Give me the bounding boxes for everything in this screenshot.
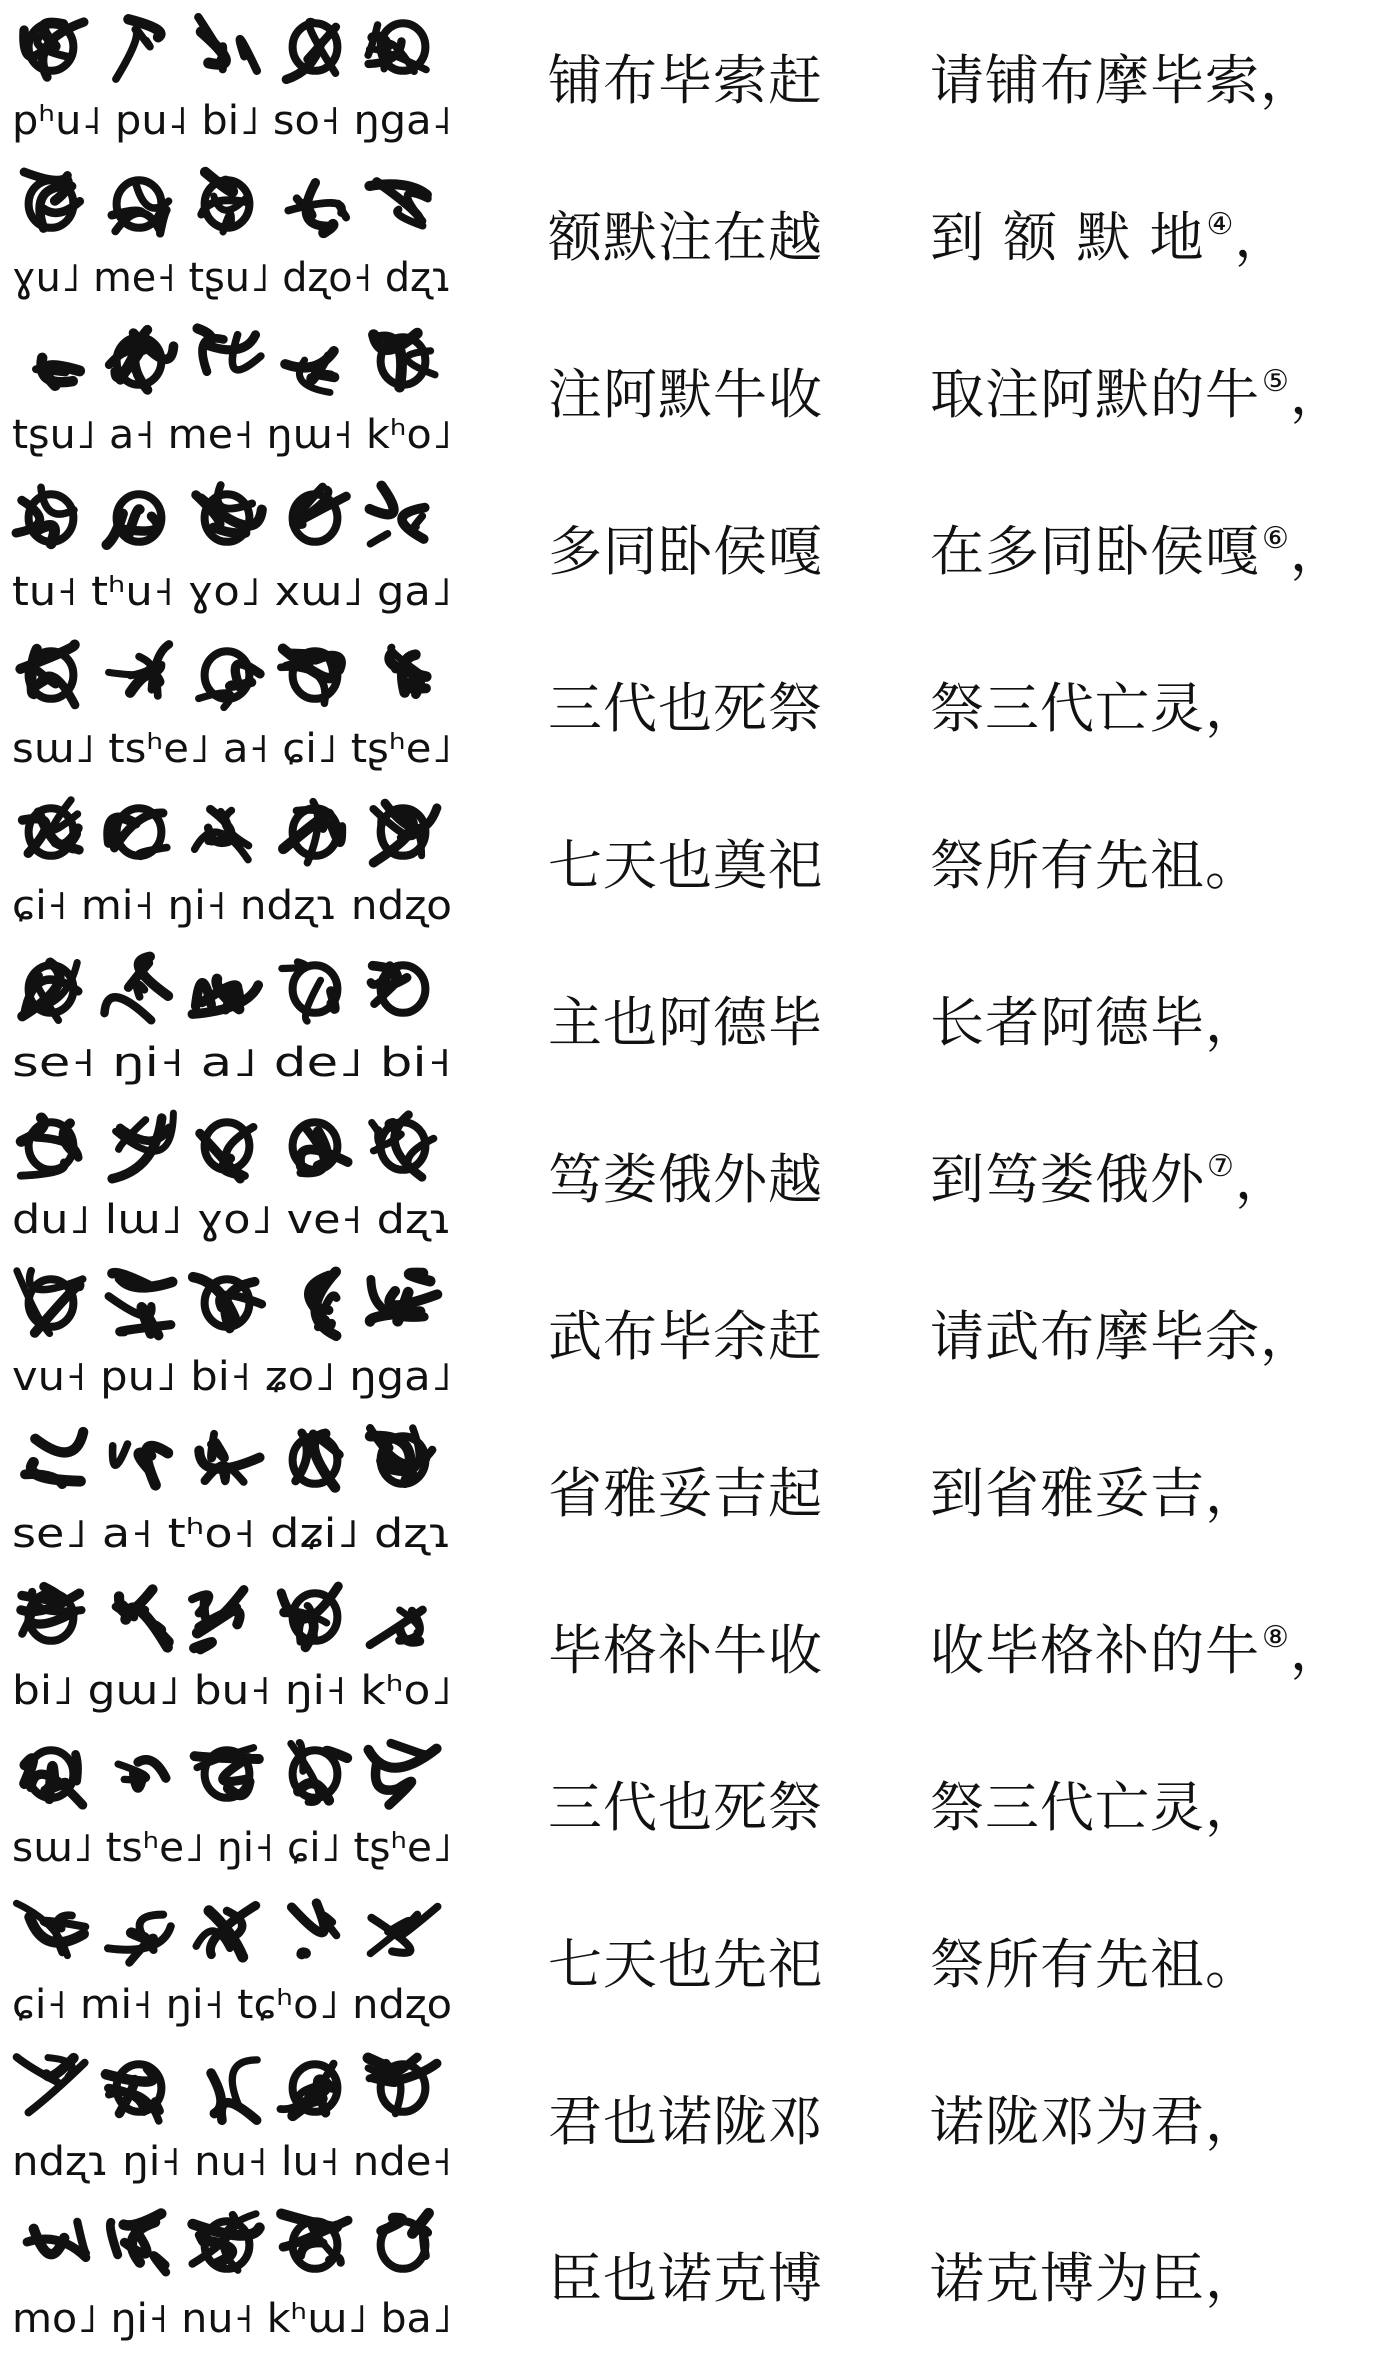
yi-script-image [8,1890,460,2038]
romanization-line: sɯ˩ tsʰe˩ a˧ ɕi˩ tʂʰe˩ [12,726,452,772]
text-row [0,1258,1384,1415]
yi-script-image [8,948,460,1096]
translation-main: 祭三代亡灵， [930,677,1260,740]
translation-text [930,1258,1315,1415]
translation-main: 诺陇邓为君， [930,2090,1260,2153]
yi-script-drawing [8,163,460,311]
translation-text [930,1572,1345,1729]
translation-main: 诺克博为臣， [930,2247,1260,2310]
romanization-line: ɕi˧ mi˧ ŋi˧ tɕʰo˩ ndʐo [12,1982,452,2028]
yi-script-drawing [8,1576,460,1724]
romanization-line: se˧ ŋi˧ a˩ de˩ bi˧ [12,1040,453,1086]
translation-text [930,2,1315,159]
yi-script-image [8,6,460,154]
translation-text [930,316,1345,473]
romanization-line: ndʐɿ ŋi˧ nu˧ lu˧ nde˧ [12,2139,452,2185]
yi-script-drawing [8,1262,460,1410]
translation-main: 祭三代亡灵， [930,1776,1260,1839]
text-row [0,159,1384,316]
yi-script-image [8,163,460,311]
text-row [0,2200,1384,2357]
text-row [0,316,1384,473]
text-row [0,630,1384,787]
translation-punctuation: ， [1234,1148,1290,1211]
yi-script-image [8,320,460,468]
translation-text [930,944,1260,1101]
yi-script-image [8,1733,460,1881]
yi-script-drawing [8,634,460,782]
yi-script-image [8,791,460,939]
transliteration-text: 三代也死祭 [548,1776,823,1839]
yi-script-drawing [8,320,460,468]
yi-script-image [8,2047,460,2195]
transliteration-text: 武布毕余赶 [548,1305,823,1368]
translation-main: 祭所有先祖。 [930,1933,1260,1996]
footnote-marker: ④ [1206,207,1235,242]
translation-main: 到 额 默 地 [930,206,1205,269]
transliteration-text: 额默注在越 [548,206,823,269]
romanization-line: ɣu˩ me˧ tʂu˩ dʐo˧ dʐɿ [12,255,452,301]
footnote-marker: ⑦ [1207,1149,1235,1184]
translation-text [930,1415,1260,1572]
transliteration-text: 毕格补牛收 [548,1619,823,1682]
romanization-line: tʂu˩ a˧ me˧ ŋɯ˧ kʰo˩ [12,412,452,458]
romanization-line: pʰu˨ pu˨ bi˩ so˧ ŋga˨ [12,98,452,144]
romanization-line: sɯ˩ tsʰe˩ ŋi˧ ɕi˩ tʂʰe˩ [12,1825,453,1871]
romanization-line: ɕi˧ mi˧ ŋi˧ ndʐɿ ndʐo [12,883,452,929]
yi-script-drawing [8,477,460,625]
yi-script-image [8,1105,460,1253]
translation-text [930,473,1345,630]
transliteration-text: 笃娄俄外越 [548,1148,823,1211]
transliteration-text: 君也诺陇邓 [548,2090,823,2153]
text-row [0,473,1384,630]
translation-text [930,1101,1290,1258]
text-row [0,2,1384,159]
translation-main: 在多同卧侯嘎 [930,520,1260,583]
text-row [0,1101,1384,1258]
romanization-line: tu˧ tʰu˧ ɣo˩ xɯ˩ ga˩ [12,569,452,615]
text-row [0,2043,1384,2200]
yi-script-drawing [8,2204,460,2352]
yi-script-drawing [8,2047,460,2195]
text-row [0,1729,1384,1886]
yi-script-drawing [8,6,460,154]
translation-text [930,159,1289,316]
translation-text [930,1729,1260,1886]
transliteration-text: 七天也先祀 [548,1933,823,1996]
translation-text [930,630,1260,787]
text-row [0,944,1384,1101]
translation-text [930,2200,1260,2357]
yi-script-drawing [8,1419,460,1567]
transliteration-text: 臣也诺克博 [548,2247,823,2310]
romanization-line: du˩ lɯ˩ ɣo˩ ve˧ dʐɿ [12,1197,452,1243]
transliteration-text: 主也阿德毕 [548,991,823,1054]
romanization-line: se˩ a˧ tʰo˧ dʑi˩ dʐɿ [12,1511,452,1557]
yi-script-drawing [8,1890,460,2038]
text-row [0,1415,1384,1572]
translation-main: 到笃娄俄外 [930,1148,1205,1211]
yi-script-image [8,1262,460,1410]
yi-script-image [8,477,460,625]
translation-main: 请铺布摩毕索， [930,49,1315,112]
transliteration-text: 铺布毕索赶 [548,49,823,112]
text-row [0,787,1384,944]
yi-script-drawing [8,948,460,1096]
translation-text [930,1886,1260,2043]
translation-punctuation: ， [1289,520,1345,583]
translation-main: 收毕格补的牛 [930,1619,1260,1682]
footnote-marker: ⑤ [1262,364,1290,399]
translation-punctuation: ， [1289,1619,1345,1682]
text-row [0,1886,1384,2043]
footnote-marker: ⑥ [1262,521,1290,556]
footnote-marker: ⑧ [1262,1620,1290,1655]
transliteration-text: 七天也奠祀 [548,834,823,897]
transliteration-text: 多同卧侯嘎 [548,520,823,583]
transliteration-text: 省雅妥吉起 [548,1462,823,1525]
translation-main: 到省雅妥吉， [930,1462,1260,1525]
transliteration-text: 注阿默牛收 [548,363,823,426]
yi-script-drawing [8,1733,460,1881]
translation-punctuation: ， [1289,363,1345,426]
translation-main: 祭所有先祖。 [930,834,1260,897]
romanization-line: mo˩ ŋi˧ nu˧ kʰɯ˩ ba˩ [12,2296,453,2342]
translation-punctuation: ， [1234,206,1290,269]
translation-main: 请武布摩毕余， [930,1305,1315,1368]
yi-script-image [8,1419,460,1567]
yi-script-image [8,634,460,782]
translation-main: 取注阿默的牛 [930,363,1260,426]
romanization-line: bi˩ gɯ˩ bu˧ ŋi˧ kʰo˩ [12,1668,452,1714]
yi-script-drawing [8,791,460,939]
translation-text [930,2043,1260,2200]
text-row [0,1572,1384,1729]
romanization-line: vu˧ pu˩ bi˧ ʑo˩ ŋga˩ [12,1354,452,1400]
translation-text [930,787,1260,944]
yi-script-image [8,2204,460,2352]
yi-script-image [8,1576,460,1724]
translation-main: 长者阿德毕， [930,991,1260,1054]
transliteration-text: 三代也死祭 [548,677,823,740]
yi-script-drawing [8,1105,460,1253]
